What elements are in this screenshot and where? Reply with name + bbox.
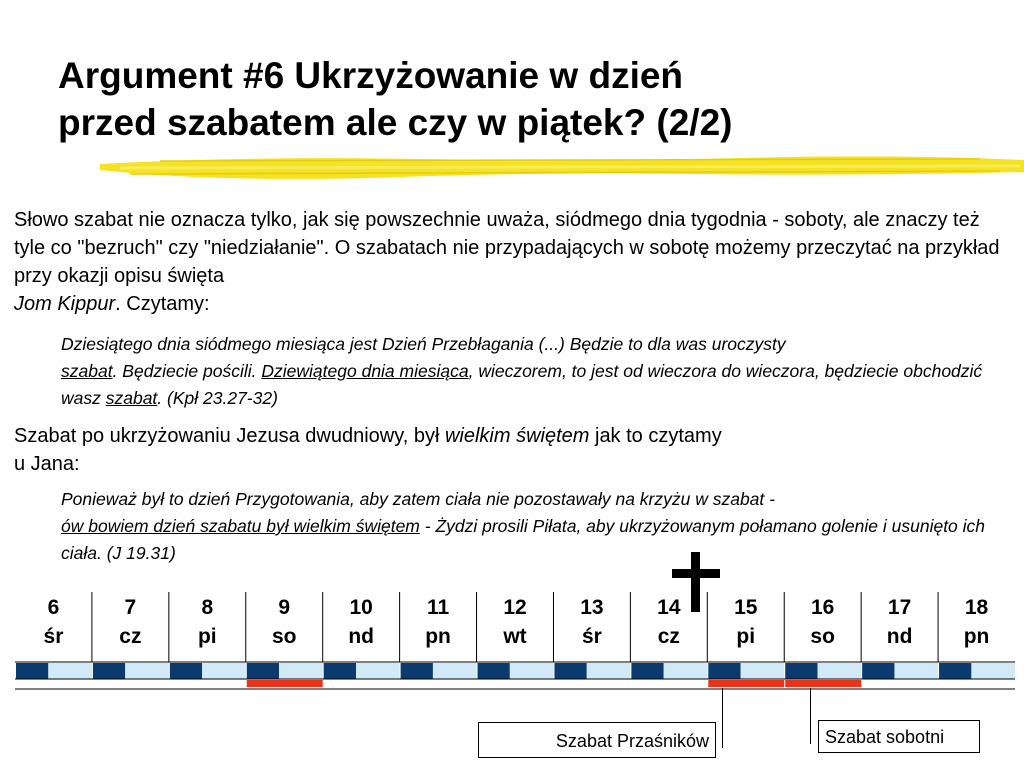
connector-line-passover xyxy=(722,688,723,748)
quote-john: Ponieważ był to dzień Przygotowania, aby zatem ciała nie pozostawały na krzyżu w szabat - ów bowiem dzień szabatu był wielkim świętem - Żydzi prosili Piłata, aby ukrzyżowanym połamano golenie i usunięto ich ciała. (J 19.31) xyxy=(61,489,986,563)
night-bar xyxy=(862,663,894,679)
day-bar xyxy=(587,663,631,679)
day-number: 11 xyxy=(426,596,450,619)
night-bar xyxy=(93,663,125,679)
day-number: 14 xyxy=(657,596,681,619)
day-bar xyxy=(894,663,938,679)
day-name: śr xyxy=(43,625,64,648)
title-line-2: przed szabatem ale czy w piątek? (2/2) xyxy=(58,102,733,143)
day-bar xyxy=(510,663,554,679)
sabbath-marker xyxy=(247,680,323,687)
day-number: 7 xyxy=(124,596,137,619)
day-bar xyxy=(741,663,785,679)
day-number: 16 xyxy=(811,596,835,619)
jom-kippur-text: Jom Kippur xyxy=(14,293,116,315)
day-name: so xyxy=(271,625,297,648)
day-timeline xyxy=(15,592,1015,696)
highlighter-stroke xyxy=(100,150,1024,186)
day-number: 15 xyxy=(734,596,758,619)
day-number: 8 xyxy=(201,596,214,619)
day-bar xyxy=(125,663,169,679)
night-bar xyxy=(939,663,971,679)
day-name: pn xyxy=(425,625,451,648)
day-name: pi xyxy=(197,625,217,648)
day-bar xyxy=(971,663,1015,679)
paragraph-two-day-sabbath: Szabat po ukrzyżowaniu Jezusa dwudniowy, był wielkim świętem jak to czytamy u Jana: xyxy=(14,425,722,475)
paragraph-sabbath-meaning: Słowo szabat nie oznacza tylko, jak się powszechnie uważa, siódmego dnia tygodnia - soboty, ale znaczy też tyle co "bezruch" czy "niedziałanie". O szabatach nie przypadających w sobotę możemy przeczytać na przykład przy okazji opisu święta Jom Kippur. Czytamy: xyxy=(14,209,1000,315)
day-bar xyxy=(818,663,862,679)
day-number: 6 xyxy=(47,596,60,619)
connector-line-weekly xyxy=(810,688,811,744)
day-bar xyxy=(664,663,708,679)
day-bar xyxy=(356,663,400,679)
day-name: pi xyxy=(736,625,756,648)
day-number: 9 xyxy=(278,596,291,619)
sabbath-marker xyxy=(785,680,861,687)
day-name: pn xyxy=(963,625,990,648)
day-name: cz xyxy=(119,625,142,648)
quote-leviticus: Dziesiątego dnia siódmego miesiąca jest Dzień Przebłagania (...) Będzie to dla was uroczysty szabat. Będziecie pościli. Dziewiątego dnia miesiąca, wieczorem, to jest od wieczora do wieczora, będziecie obchodzić wasz szabat. (Kpł 23.27-32) xyxy=(61,334,983,408)
day-number: 13 xyxy=(580,596,604,619)
day-name: nd xyxy=(348,625,374,648)
day-bar xyxy=(433,663,477,679)
day-number: 17 xyxy=(887,596,912,619)
day-name: so xyxy=(810,625,835,648)
night-bar xyxy=(247,663,279,679)
night-bar xyxy=(554,663,586,679)
night-bar xyxy=(401,663,433,679)
day-number: 18 xyxy=(964,596,989,619)
label-weekly-sabbath: Szabat sobotni xyxy=(818,720,980,753)
day-bar xyxy=(279,663,323,679)
day-name: cz xyxy=(657,625,680,648)
night-bar xyxy=(631,663,663,679)
night-bar xyxy=(708,663,740,679)
day-bar xyxy=(202,663,246,679)
night-bar xyxy=(478,663,510,679)
night-bar xyxy=(785,663,817,679)
day-number: 12 xyxy=(503,596,527,619)
day-name: nd xyxy=(886,625,913,648)
day-number: 10 xyxy=(349,596,373,619)
night-bar xyxy=(170,663,202,679)
label-passover-sabbath: Szabat Przaśników xyxy=(478,722,716,758)
night-bar xyxy=(324,663,356,679)
night-bar xyxy=(16,663,48,679)
day-name: śr xyxy=(581,625,602,648)
sabbath-marker xyxy=(708,680,784,687)
day-name: wt xyxy=(503,625,527,648)
slide-title xyxy=(58,52,958,146)
title-line-1: Argument #6 Ukrzyżowanie w dzień xyxy=(58,55,684,96)
day-bar xyxy=(48,663,92,679)
